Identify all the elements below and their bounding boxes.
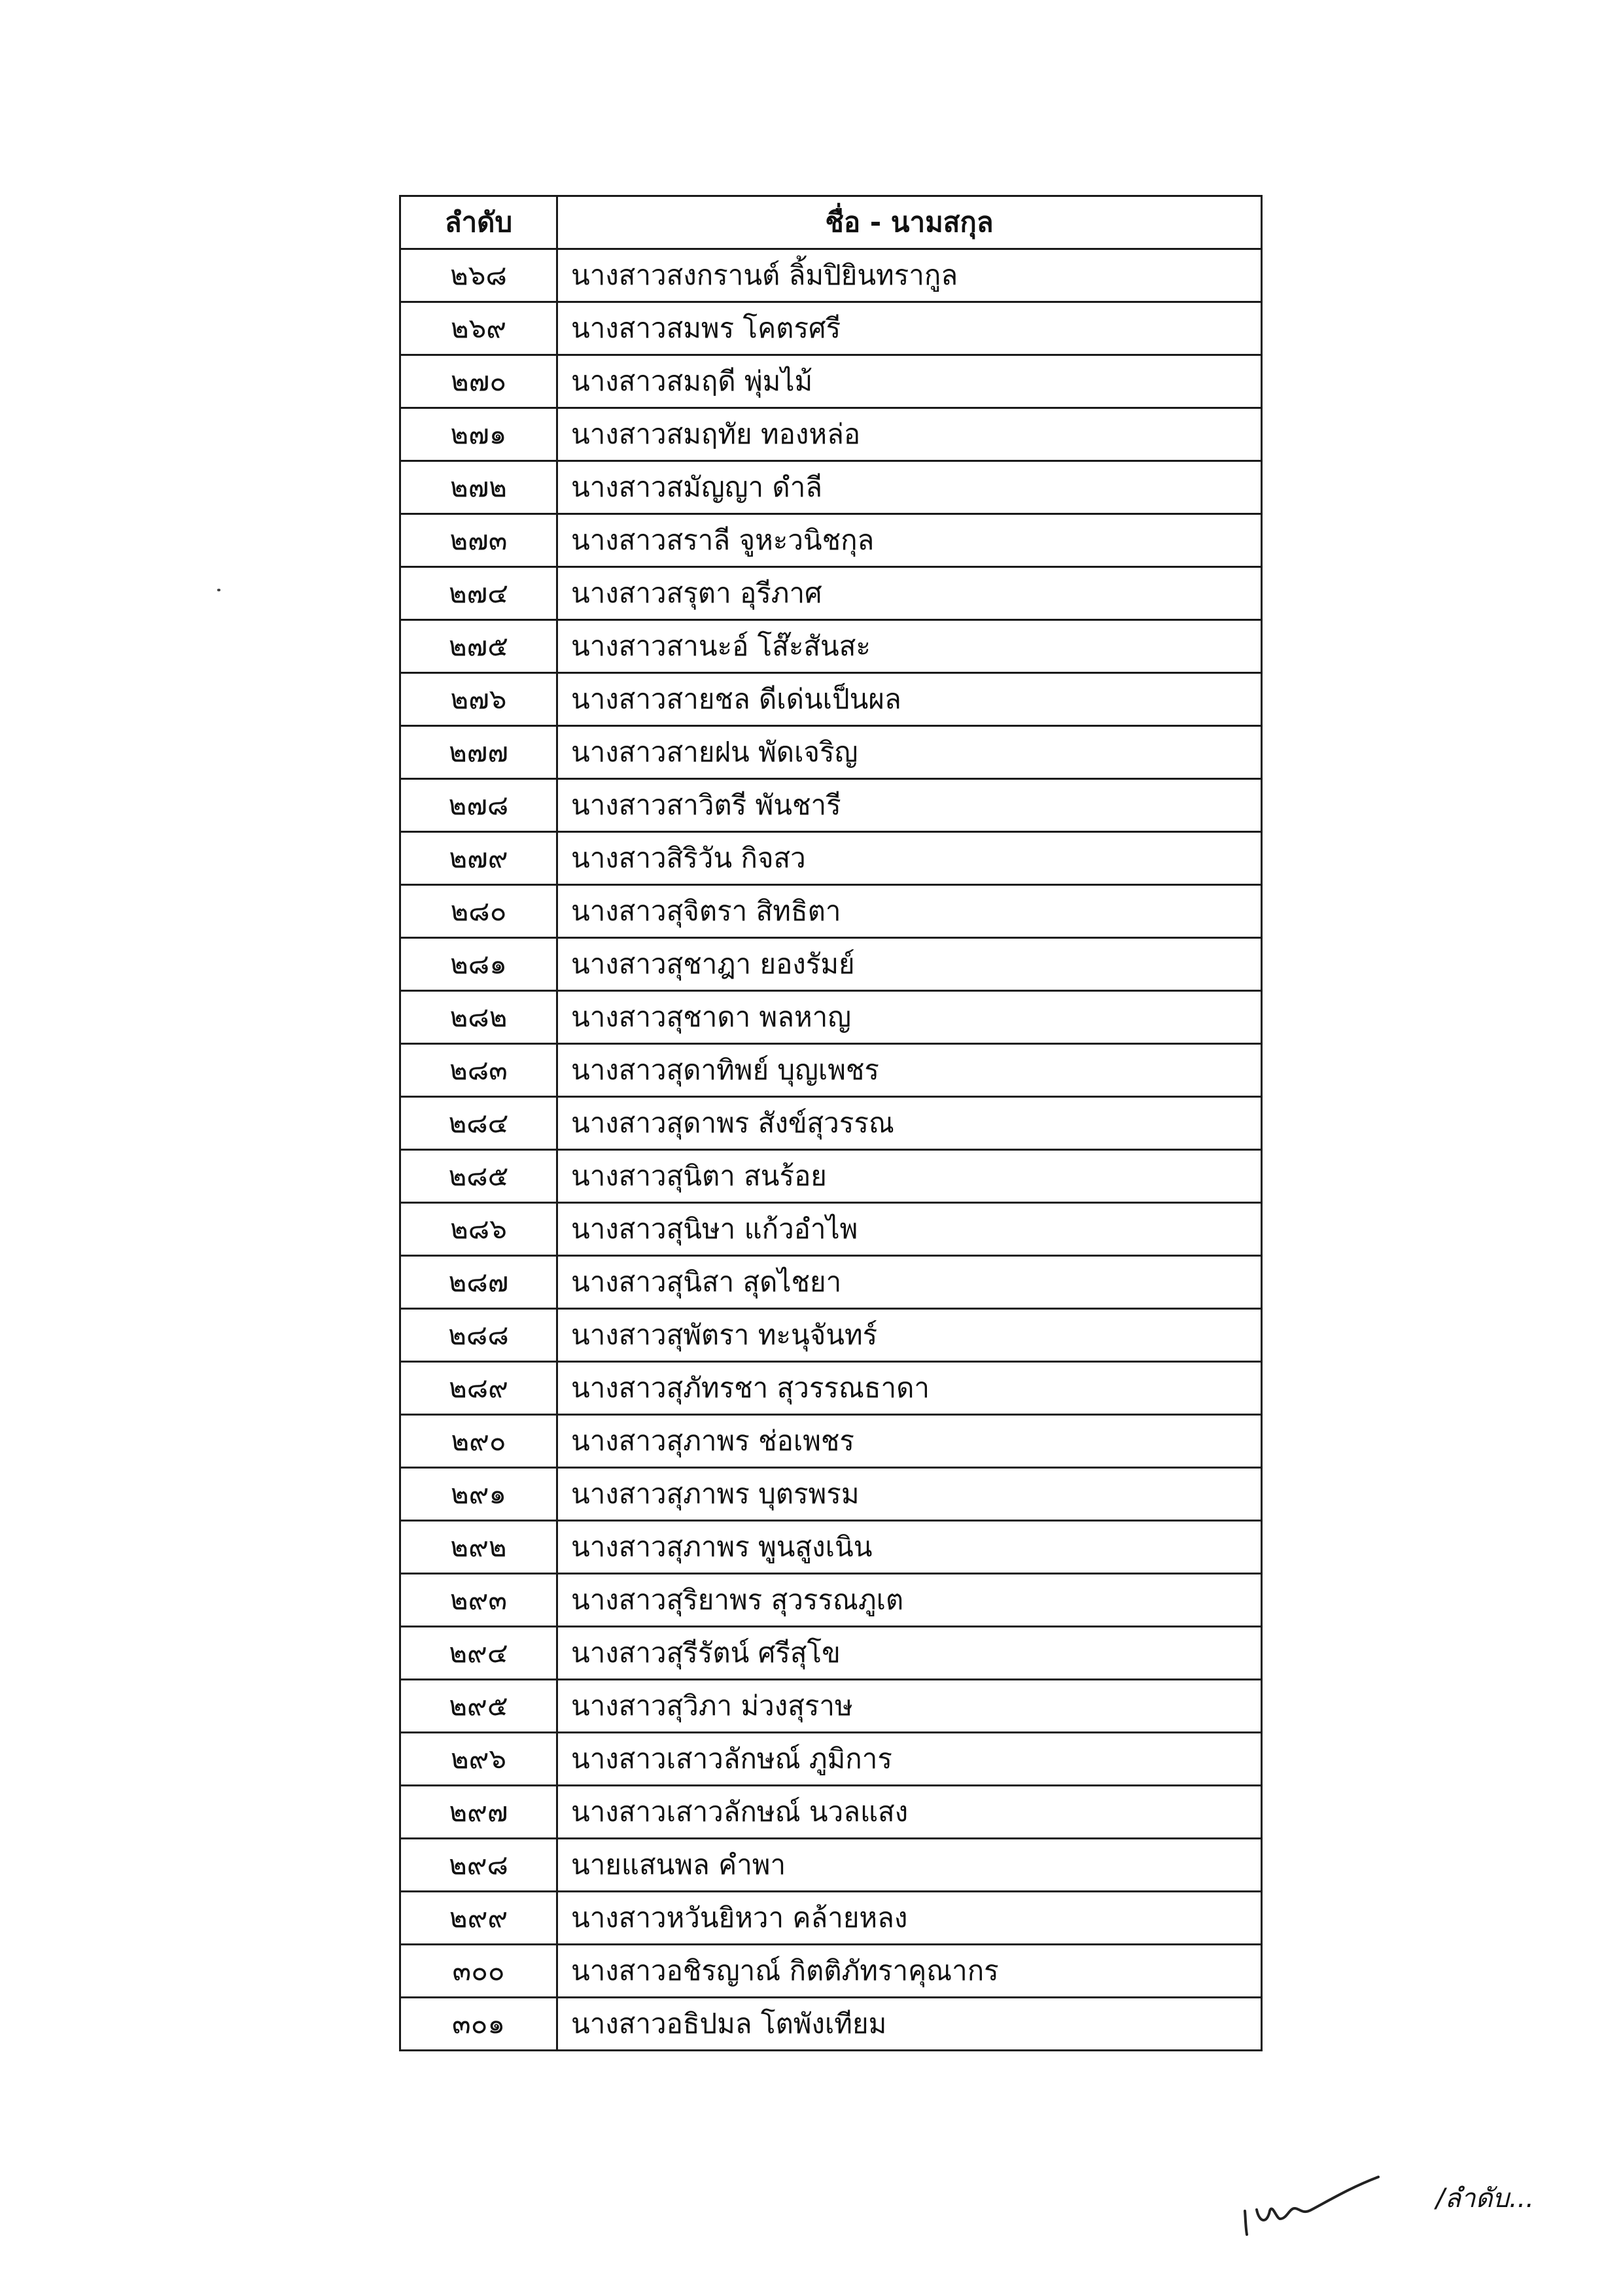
row-full-name: นางสาวสงกรานต์ ลิ้มปิยินทรากูล: [557, 249, 1262, 302]
header-full-name: ชื่อ - นามสกุล: [557, 196, 1262, 249]
header-order: ลำดับ: [400, 196, 557, 249]
row-full-name: นางสาวสมฤดี พุ่มไม้: [557, 355, 1262, 408]
row-order-number: ๒๘๕: [400, 1150, 557, 1203]
table-row: [400, 673, 1262, 726]
row-order-number: ๒๗๖: [400, 673, 557, 726]
row-full-name: นางสาวสุนิสา สุดไชยา: [557, 1256, 1262, 1309]
row-full-name: นางสาวสมพร โคตรศรี: [557, 302, 1262, 355]
row-full-name: นางสาวสุรีรัตน์ ศรีสุโข: [557, 1627, 1262, 1680]
table-row: [400, 249, 1262, 302]
row-order-number: ๒๘๐: [400, 885, 557, 938]
table-row: [400, 1574, 1262, 1627]
table-row: [400, 1309, 1262, 1362]
stray-ink-dot: [217, 589, 220, 591]
table-row: [400, 461, 1262, 514]
table-row: [400, 620, 1262, 673]
row-order-number: ๒๙๙: [400, 1892, 557, 1945]
table-row: [400, 1097, 1262, 1150]
row-order-number: ๒๘๔: [400, 1097, 557, 1150]
row-full-name: นางสาวสายฝน พัดเจริญ: [557, 726, 1262, 779]
row-order-number: ๒๙๑: [400, 1468, 557, 1521]
table-row: [400, 1521, 1262, 1574]
row-full-name: นางสาวเสาวลักษณ์ นวลแสง: [557, 1786, 1262, 1839]
row-full-name: นางสาวหวันยิหวา คล้ายหลง: [557, 1892, 1262, 1945]
row-order-number: ๒๗๘: [400, 779, 557, 832]
row-full-name: นางสาวสานะอ์ โส๊ะสันสะ: [557, 620, 1262, 673]
table-row: [400, 779, 1262, 832]
table-row: [400, 1786, 1262, 1839]
row-full-name: นางสาวสุวิภา ม่วงสุราษ: [557, 1680, 1262, 1733]
handwritten-initials: [1240, 2170, 1384, 2242]
table-body: [400, 249, 1262, 2051]
table-row: [400, 1892, 1262, 1945]
table-row: [400, 1150, 1262, 1203]
row-full-name: นางสาวสิริวัน กิจสว: [557, 832, 1262, 885]
row-full-name: นางสาวสุชาดา พลหาญ: [557, 991, 1262, 1044]
table-row: [400, 1362, 1262, 1415]
row-order-number: ๒๙๔: [400, 1627, 557, 1680]
row-full-name: นางสาวสุนิตา สนร้อย: [557, 1150, 1262, 1203]
table-row: [400, 1415, 1262, 1468]
row-order-number: ๒๙๒: [400, 1521, 557, 1574]
table-row: [400, 1044, 1262, 1097]
row-full-name: นางสาวสาวิตรี พันชารี: [557, 779, 1262, 832]
table-row: [400, 1256, 1262, 1309]
row-order-number: ๒๘๖: [400, 1203, 557, 1256]
row-order-number: ๒๙๗: [400, 1786, 557, 1839]
row-full-name: นางสาวสราลี จูหะวนิชกุล: [557, 514, 1262, 567]
row-full-name: นางสาวสุดาพร สังข์สุวรรณ: [557, 1097, 1262, 1150]
row-full-name: นางสาวเสาวลักษณ์ ภูมิการ: [557, 1733, 1262, 1786]
table-row: [400, 1203, 1262, 1256]
row-order-number: ๒๘๘: [400, 1309, 557, 1362]
row-order-number: ๒๗๔: [400, 567, 557, 620]
row-order-number: ๒๘๓: [400, 1044, 557, 1097]
row-full-name: นางสาวสายชล ดีเด่นเป็นผล: [557, 673, 1262, 726]
row-full-name: นางสาวสุภาพร ช่อเพชร: [557, 1415, 1262, 1468]
table-row: [400, 938, 1262, 991]
table-row: [400, 408, 1262, 461]
row-order-number: ๒๗๙: [400, 832, 557, 885]
row-order-number: ๒๘๑: [400, 938, 557, 991]
row-full-name: นางสาวสรุตา อุรีภาศ: [557, 567, 1262, 620]
row-full-name: นางสาวสุนิษา แก้วอำไพ: [557, 1203, 1262, 1256]
row-order-number: ๒๗๗: [400, 726, 557, 779]
row-full-name: นางสาวสุจิตรา สิทธิตา: [557, 885, 1262, 938]
row-full-name: นางสาวสุชาฎา ยองรัมย์: [557, 938, 1262, 991]
row-full-name: นางสาวสุดาทิพย์ บุญเพชร: [557, 1044, 1262, 1097]
table-row: [400, 1945, 1262, 1998]
row-full-name: นายแสนพล คำพา: [557, 1839, 1262, 1892]
row-full-name: นางสาวสุพัตรา ทะนุจันทร์: [557, 1309, 1262, 1362]
row-order-number: ๒๙๘: [400, 1839, 557, 1892]
table-row: [400, 885, 1262, 938]
table-row: [400, 1680, 1262, 1733]
row-order-number: ๒๗๐: [400, 355, 557, 408]
table-row: [400, 514, 1262, 567]
row-order-number: ๒๗๑: [400, 408, 557, 461]
row-order-number: ๓๐๐: [400, 1945, 557, 1998]
row-order-number: ๒๗๕: [400, 620, 557, 673]
row-full-name: นางสาวอชิรญาณ์ กิตติภัทราคุณากร: [557, 1945, 1262, 1998]
row-order-number: ๒๙๐: [400, 1415, 557, 1468]
table-row: [400, 355, 1262, 408]
continuation-note: /ลำดับ...: [1436, 2183, 1534, 2214]
row-full-name: นางสาวสมฤทัย ทองหล่อ: [557, 408, 1262, 461]
table-row: [400, 567, 1262, 620]
row-order-number: ๒๙๓: [400, 1574, 557, 1627]
table-row: [400, 1839, 1262, 1892]
table-row: [400, 1627, 1262, 1680]
table-row: [400, 991, 1262, 1044]
table-row: [400, 1733, 1262, 1786]
table-row: [400, 302, 1262, 355]
row-order-number: ๒๙๕: [400, 1680, 557, 1733]
row-full-name: นางสาวสุภัทรชา สุวรรณธาดา: [557, 1362, 1262, 1415]
table-row: [400, 1468, 1262, 1521]
table-row: [400, 832, 1262, 885]
row-full-name: นางสาวสุภาพร บุตรพรม: [557, 1468, 1262, 1521]
name-list-table: [399, 195, 1263, 2051]
row-order-number: ๒๘๙: [400, 1362, 557, 1415]
row-order-number: ๒๘๗: [400, 1256, 557, 1309]
table-row: [400, 726, 1262, 779]
row-order-number: ๓๐๑: [400, 1998, 557, 2051]
row-full-name: นางสาวอธิปมล โตพังเทียม: [557, 1998, 1262, 2051]
row-order-number: ๒๘๒: [400, 991, 557, 1044]
table-header-row: [400, 196, 1262, 249]
row-order-number: ๒๙๖: [400, 1733, 557, 1786]
row-full-name: นางสาวสุภาพร พูนสูงเนิน: [557, 1521, 1262, 1574]
row-order-number: ๒๖๘: [400, 249, 557, 302]
row-order-number: ๒๖๙: [400, 302, 557, 355]
row-order-number: ๒๗๒: [400, 461, 557, 514]
row-order-number: ๒๗๓: [400, 514, 557, 567]
table-row: [400, 1998, 1262, 2051]
row-full-name: นางสาวสุริยาพร สุวรรณภูเต: [557, 1574, 1262, 1627]
row-full-name: นางสาวสมัญญา ดำลี: [557, 461, 1262, 514]
